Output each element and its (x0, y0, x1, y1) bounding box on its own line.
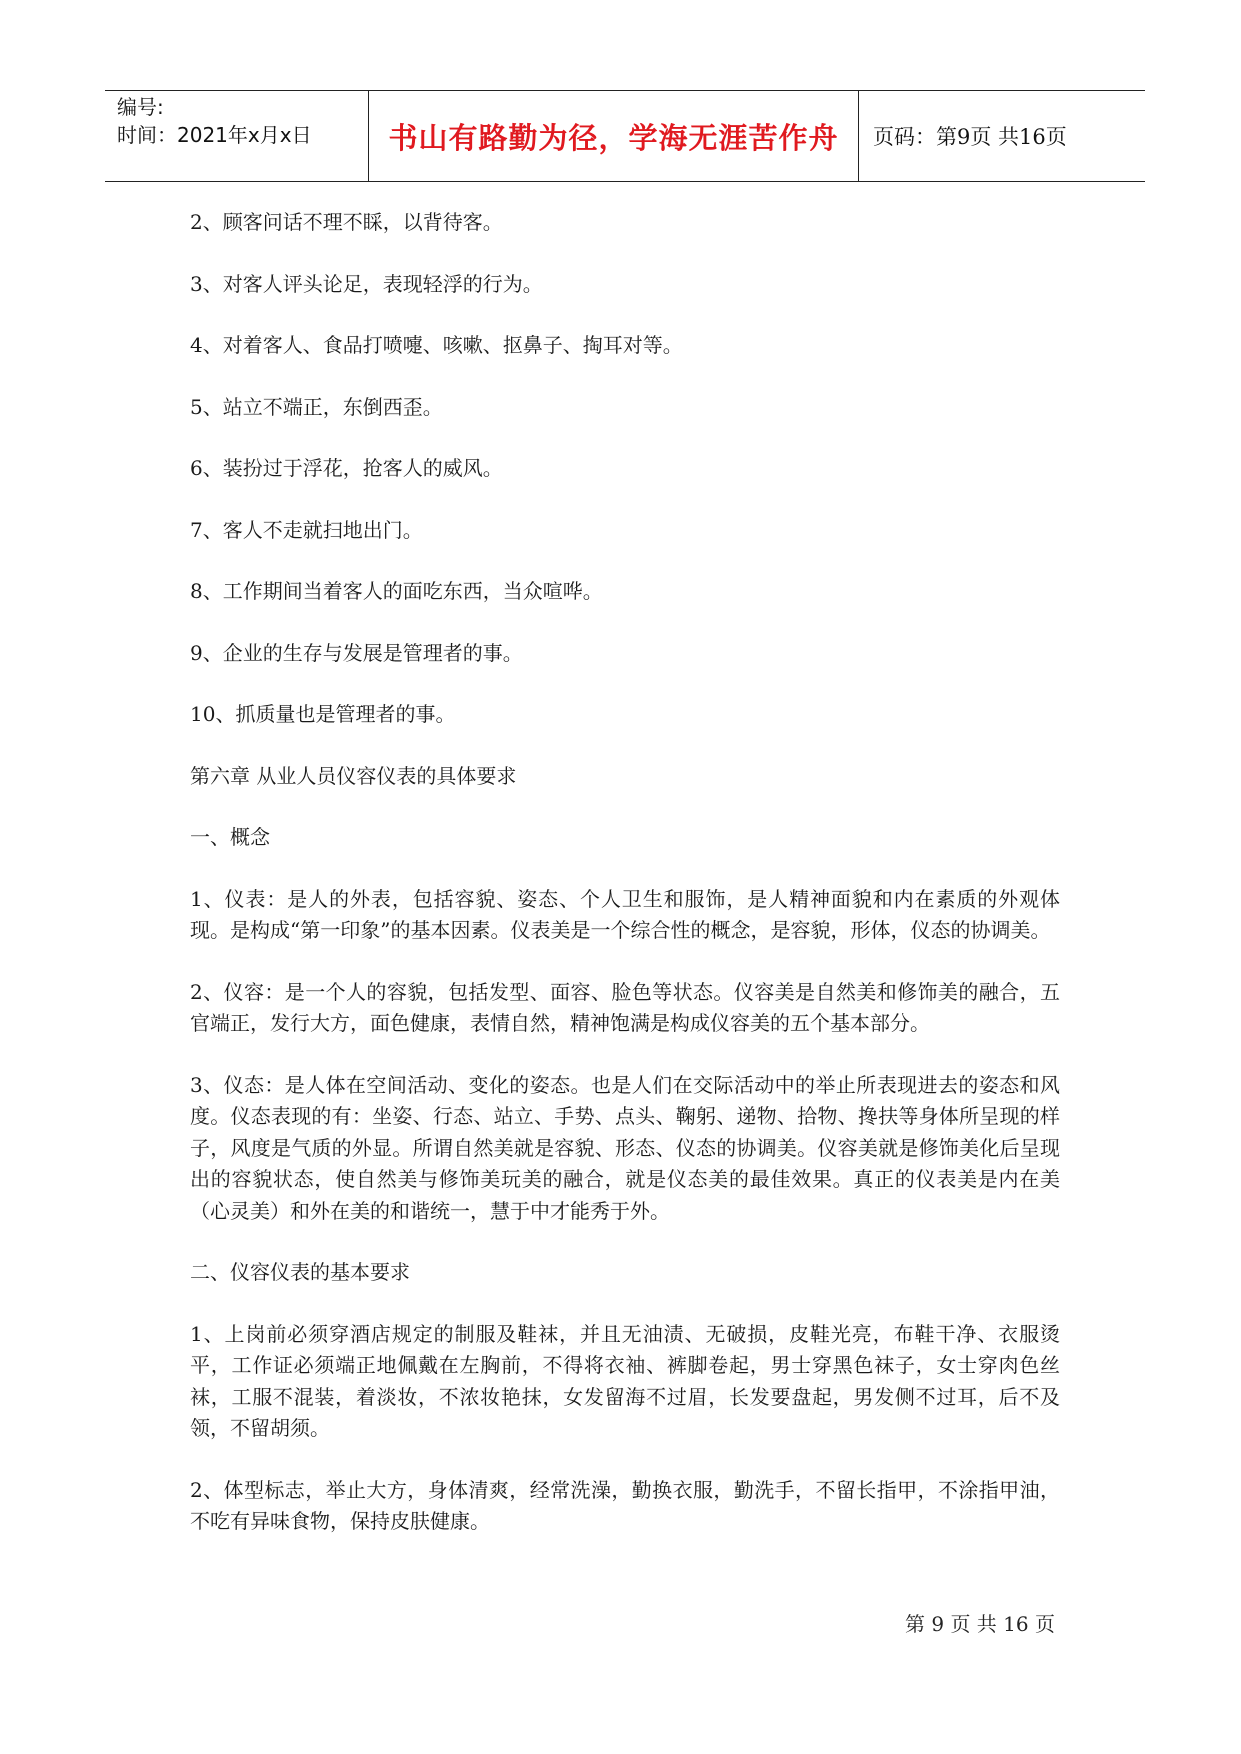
list-item: 10、抓质量也是管理者的事。 (190, 702, 456, 726)
list-item: 3、对客人评头论足，表现轻浮的行为。 (190, 271, 543, 296)
header-motto: 书山有路勤为径，学海无涯苦作舟 (388, 120, 839, 155)
list-item: 9、企业的生存与发展是管理者的事。 (190, 640, 523, 665)
paragraph-uniform-requirements: 1、上岗前必须穿酒店规定的制服及鞋袜，并且无油渍、无破损，皮鞋光亮，布鞋干净、衣服烫平，工作证必须端正地佩戴在左胸前，不得将衣袖、裤脚卷起，男士穿黑色袜子，女士穿肉色丝袜，工服不混装，着淡妆，不浓妆艳抹，女发留海不过眉，长发要盘起，男发侧不过耳，后不及领，不留胡须。 (190, 1321, 1060, 1440)
paragraph-appearance: 1、仪表：是人的外表，包括容貌、姿态、个人卫生和服饰，是人精神面貌和内在素质的外观体现。是构成“第一印象”的基本因素。仪表美是一个综合性的概念，是容貌，形体，仪态的协调美。 (190, 886, 1060, 942)
paragraph-grooming: 2、仪容：是一个人的容貌，包括发型、面容、脸色等状态。仪容美是自然美和修饰美的融合，五官端正，发行大方，面色健康，表情自然，精神饱满是构成仪容美的五个基本部分。 (190, 979, 1060, 1035)
header-motto-cell (369, 91, 859, 181)
page-header (105, 90, 1145, 182)
paragraph-hygiene-requirements: 2、体型标志，举止大方，身体清爽，经常洗澡，勤换衣服，勤洗手，不留长指甲，不涂指甲油，不吃有异味食物，保持皮肤健康。 (190, 1477, 1060, 1533)
list-item: 5、站立不端正，东倒西歪。 (190, 394, 443, 419)
header-left-cell (105, 91, 369, 181)
section-heading: 二、仪容仪表的基本要求 (190, 1260, 410, 1284)
document-body (190, 207, 1060, 1568)
list-item: 2、顾客问话不理不睬，以背待客。 (190, 210, 503, 234)
section-heading: 一、概念 (190, 825, 270, 849)
list-item: 8、工作期间当着客人的面吃东西，当众喧哗。 (190, 579, 603, 603)
header-page-info: 页码：第9页 共16页 (873, 125, 1067, 149)
page-footer: 第 9 页 共 16 页 (905, 1612, 1055, 1636)
chapter-heading: 第六章 从业人员仪容仪表的具体要求 (190, 763, 517, 788)
list-item: 6、装扮过于浮花，抢客人的威风。 (190, 456, 503, 480)
list-item: 4、对着客人、食品打喷嚏、咳嗽、抠鼻子、掏耳对等。 (190, 333, 683, 357)
list-item: 7、客人不走就扫地出门。 (190, 517, 423, 542)
document-date: 时间：2021年x月x日 (117, 123, 312, 147)
document-number-label: 编号: (117, 95, 164, 119)
header-page-cell (859, 91, 1145, 181)
paragraph-manner: 3、仪态：是人体在空间活动、变化的姿态。也是人们在交际活动中的举止所表现进去的姿态和风度。仪态表现的有：坐姿、行态、站立、手势、点头、鞠躬、递物、拾物、搀扶等身体所呈现的样子，风度是气质的外显。所谓自然美就是容貌、形态、仪态的协调美。仪容美就是修饰美化后呈现出的容貌状态，使自然美与修饰美玩美的融合，就是仪态美的最佳效果。真正的仪表美是内在美（心灵美）和外在美的和谐统一，慧于中才能秀于外。 (190, 1072, 1060, 1223)
